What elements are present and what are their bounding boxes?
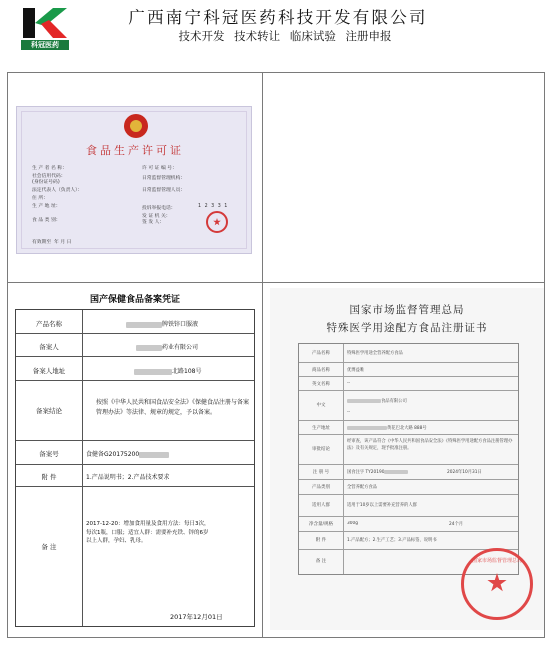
redacted-text (139, 452, 169, 458)
page-header (0, 0, 551, 56)
table-row-divider (299, 376, 518, 377)
license-field: 日常监督管理人员： (142, 188, 186, 193)
special-medical-title-line1: 国家市场监督管理总局 (349, 304, 465, 316)
official-seal-icon (206, 211, 228, 233)
table-row-label: 备案人 (39, 343, 59, 351)
license-field: 社会信用代码： (32, 174, 66, 179)
license-field: 住 所： (32, 196, 48, 201)
table-row-label: 商品名称 (312, 368, 330, 373)
table-row-value: 北路108号 (134, 366, 300, 375)
table-row-value: 24个月 (449, 522, 464, 527)
table-row-label: 备案结论 (36, 407, 62, 415)
license-valid-label: 有效期至 (32, 240, 52, 245)
table-row-value: 1.产品配方；2.生产工艺；3.产品标签、说明书 (347, 538, 437, 543)
table-row-value: -- (347, 410, 351, 415)
table-row-label: 备案号 (39, 450, 59, 458)
table-row-label: 附 件 (41, 473, 57, 481)
table-row-value: 按照《中华人民共和国食品安全法》《保健食品注册与备案管理办法》等法律、规章的规定，予以备案。 (96, 399, 250, 416)
table-row-label: 产品类别 (312, 485, 330, 490)
logo-text: 科冠医药 (21, 40, 69, 50)
license-field: (身份证号码) (32, 180, 60, 185)
license-field: 生 产 地 址： (32, 204, 61, 209)
table-row-value: 国食注字 TY20190 (347, 469, 515, 475)
table-row-value: 药业有限公司 (136, 342, 302, 351)
table-row-value: 牌铁锌口服液 (126, 319, 292, 328)
national-emblem-icon (124, 114, 148, 138)
table-row-label: 注 册 号 (312, 470, 330, 475)
food-production-license (16, 106, 252, 254)
table-row-value: 食品有限公司 (347, 398, 515, 404)
grid-divider-vertical (262, 72, 263, 638)
table-row-label: 备 注 (41, 543, 57, 551)
table-column-divider (82, 310, 83, 626)
table-row-label: 净含量/规格 (308, 522, 334, 527)
service-list: 技术开发 技术转让 临床试验 注册申报 (178, 29, 392, 43)
table-row-value: 黄花巴北大路 888号 (347, 425, 515, 431)
table-row-value: -- (347, 381, 351, 386)
table-row-divider (16, 440, 254, 441)
license-field: 法定代表人（负责人）： (32, 188, 83, 193)
table-row-divider (299, 531, 518, 532)
license-field: 投诉举报电话： (142, 206, 176, 211)
table-row-divider (299, 479, 518, 480)
license-title: 食品生产许可证 (86, 144, 184, 157)
table-row-value: 2024年10月31日 (447, 470, 482, 475)
table-row-value: 1.产品说明书；2.产品技术要求 (86, 474, 170, 481)
table-row-label: 中文 (316, 403, 326, 408)
table-row-divider (299, 516, 518, 517)
company-name: 广西南宁科冠医药科技开发有限公司 (128, 8, 428, 27)
table-row-divider (299, 464, 518, 465)
table-row-divider (299, 390, 518, 391)
backup-certificate-table (15, 309, 255, 627)
redacted-text (384, 470, 408, 474)
table-row-value: 特殊医学用途全营养配方食品 (347, 351, 403, 356)
table-row-value: 经审查，该产品符合《中华人民共和国食品安全法》《特殊医学用途配方食品注册管理办法》及有关规定，现予批准注册。 (347, 439, 513, 451)
table-column-divider (343, 344, 344, 574)
license-date: 年 月 日 (54, 240, 72, 245)
company-logo (21, 6, 69, 50)
redacted-text (136, 345, 162, 351)
table-row-divider (16, 333, 254, 334)
seal-text: 国家市场监督管理总局 (471, 558, 522, 564)
table-row-divider (299, 434, 518, 435)
license-field: 许 可 证 编 号： (142, 166, 177, 171)
table-row-divider (299, 362, 518, 363)
redacted-text (347, 399, 381, 403)
table-row-divider (16, 356, 254, 357)
table-row-divider (299, 494, 518, 495)
table-row-label: 审批结论 (312, 447, 330, 452)
table-row-label: 备案人地址 (32, 367, 66, 375)
table-row-label: 生产地址 (312, 426, 330, 431)
table-row-label: 产品名称 (312, 351, 330, 356)
table-row-value: 优博益唯 (347, 368, 365, 373)
redacted-text (347, 426, 387, 430)
table-row-label: 附 件 (315, 538, 327, 543)
backup-certificate-title: 国产保健食品备案凭证 (89, 295, 180, 305)
special-medical-table (298, 343, 519, 575)
special-medical-title-line2: 特殊医学用途配方食品注册证书 (326, 322, 488, 334)
official-seal-icon (461, 548, 533, 620)
grid-divider-horizontal (7, 282, 545, 283)
table-row-value: 食健备G20175200 (86, 449, 252, 458)
license-field: 发 证 机 关： (142, 214, 171, 219)
table-row-divider (16, 464, 254, 465)
redacted-text (126, 322, 162, 328)
license-field: 日常监督管理机构： (142, 176, 186, 181)
table-row-label: 产品名称 (36, 320, 62, 328)
table-row-label: 英文名称 (312, 382, 330, 387)
license-field: 食 品 类 别： (32, 218, 61, 223)
table-row-divider (299, 420, 518, 421)
table-row-value: 适用于10岁以上需要补充营养的人群 (347, 503, 417, 508)
table-row-label: 适用人群 (312, 503, 330, 508)
table-row-divider (16, 486, 254, 487)
redacted-text (134, 369, 172, 375)
table-row-value: 全营养配方食品 (347, 485, 378, 490)
table-row-value: 300g (347, 521, 358, 526)
table-row-label: 备 注 (315, 559, 327, 564)
k-logo-icon (21, 6, 69, 40)
license-field: 生 产 者 名 称： (32, 166, 67, 171)
table-row-divider (16, 380, 254, 381)
license-field: 签 发 人： (142, 220, 165, 225)
complaint-phone: 1 2 3 3 1 (198, 204, 229, 209)
table-row-value: 2017-12-20：增加食用量及食用方法：每日3次，每次1瓶，口服；适宜人群：需要补充铁、锌的6岁以上人群，孕妇、乳母。 (86, 521, 210, 544)
backup-certificate-date: 2017年12月01日 (170, 613, 223, 621)
